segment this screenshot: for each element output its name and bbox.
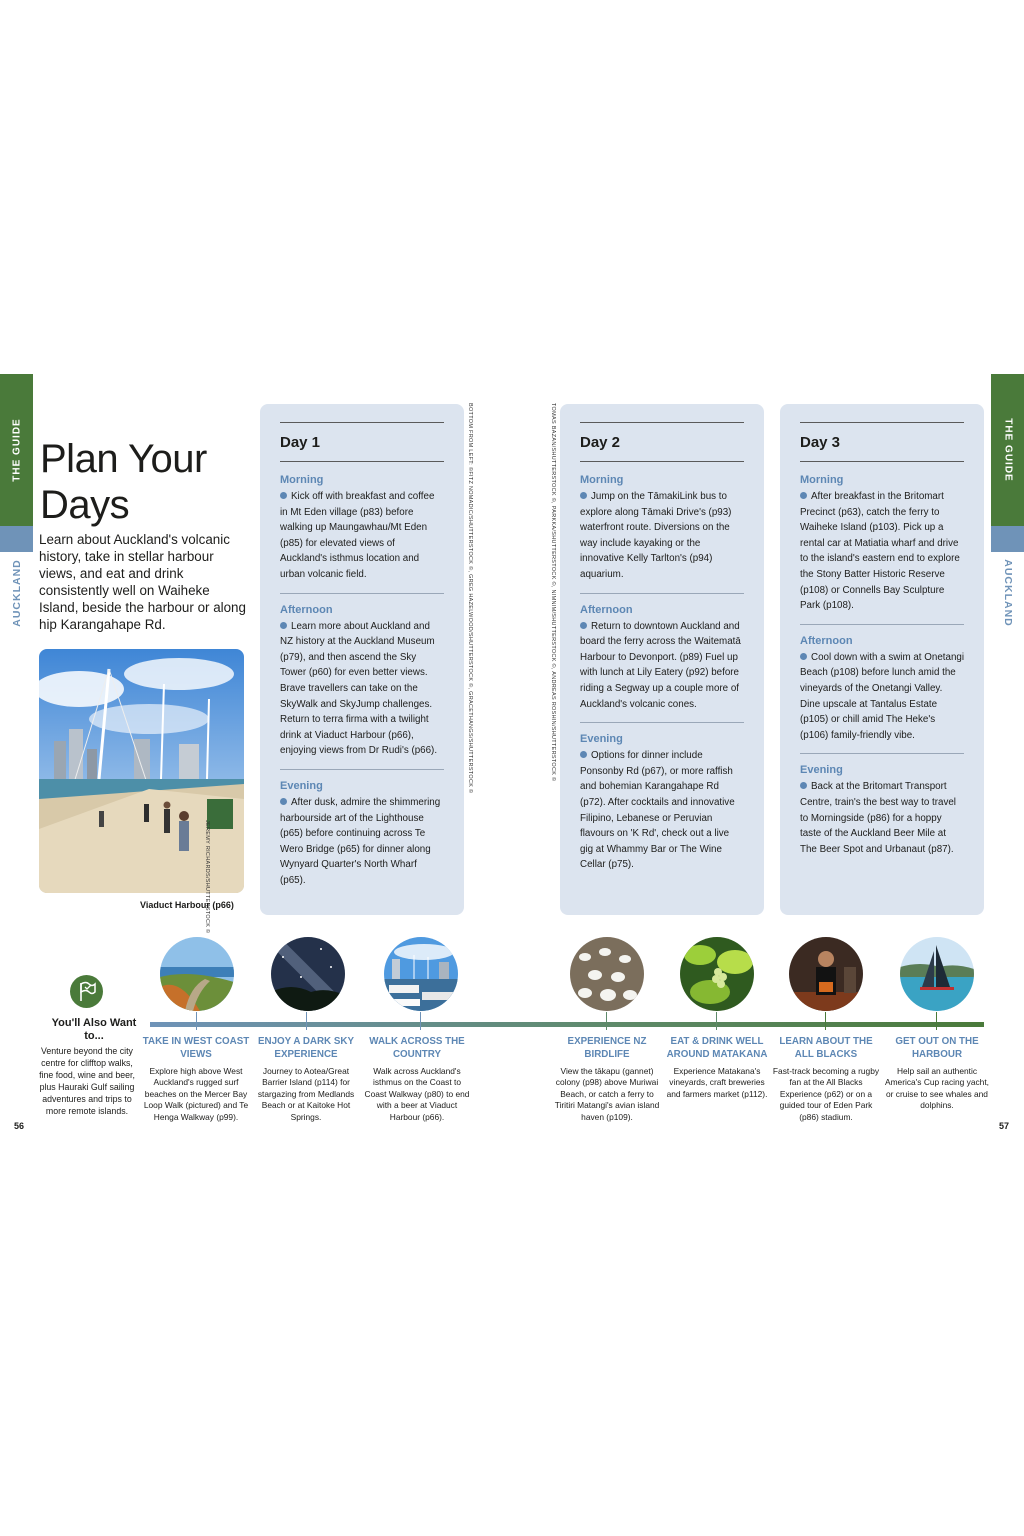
page-number-left: 56 bbox=[14, 1121, 25, 1131]
period-text: Jump on the TāmakiLink bus to explore along Tāmaki Drive's (p93) waterfront route. Diversions on the way include kayaking or the innovative Kelly Tarlton's (p94) aquarium. bbox=[580, 491, 732, 580]
period-text: Back at the Britomart Transport Centre, train's the best way to travel to Morningside (p86) for a hoppy taste of the Auckland Beer Mile at The Beer Spot and Urbanaut (p87). bbox=[800, 781, 956, 855]
page-title bbox=[40, 436, 260, 528]
timeline-item-west-coast bbox=[141, 1035, 251, 1123]
vineyard-photo bbox=[680, 937, 754, 1011]
day-heading: Day 3 bbox=[800, 422, 964, 462]
right-page-credit: TOMAS BAZAN/SHUTTERSTOCK ©, PARKKA/SHUTTERSTOCK ©, NIMNIM/SHUTTERSTOCK ©, ANDREAS ROSHIN/SHUTTERSTOCK © bbox=[550, 403, 556, 782]
timeline-tick bbox=[420, 1012, 421, 1030]
title-line-1: Plan Your bbox=[40, 437, 207, 481]
day-card-2 bbox=[560, 404, 764, 915]
period-label: Evening bbox=[800, 764, 843, 777]
flag-icon bbox=[70, 975, 103, 1008]
period-label: Afternoon bbox=[580, 603, 633, 616]
period-label: Evening bbox=[280, 779, 323, 792]
harbour-walk-photo bbox=[384, 937, 458, 1011]
intro-text: Learn about Auckland's volcanic history, take in stellar harbour views, and eat and drink consistently well on Waiheke Island, beside the harbour or along hip Karangahape Rd. bbox=[39, 532, 246, 632]
period-evening bbox=[280, 780, 444, 899]
bullet-dot bbox=[580, 751, 587, 758]
period-afternoon bbox=[800, 635, 964, 755]
period-morning bbox=[800, 474, 964, 625]
timeline-item-matakana bbox=[662, 1035, 772, 1100]
period-text: Return to downtown Auckland and board the ferry across the Waitematā Harbour to Devonport. (p89) Fuel up with lunch at Lily Eatery (p92) before riding a Segway up a couple more of Auckland's volcanic cones. bbox=[580, 620, 741, 710]
yacht-photo bbox=[900, 937, 974, 1011]
period-label: Morning bbox=[580, 474, 624, 486]
timeline-tick bbox=[936, 1012, 937, 1030]
timeline-tick bbox=[825, 1012, 826, 1030]
timeline-bar bbox=[150, 1022, 984, 1027]
timeline-item-text: Help sail an authentic America's Cup racing yacht, or cruise to see whales and dolphins. bbox=[884, 1066, 989, 1111]
period-evening bbox=[580, 733, 744, 883]
bullet-dot bbox=[280, 622, 287, 629]
timeline-item-text: Experience Matakana's vineyards, craft breweries and farmers market (p112). bbox=[666, 1066, 768, 1099]
day-card-3 bbox=[780, 404, 984, 915]
timeline-tick bbox=[306, 1012, 307, 1030]
guide-tab-left bbox=[0, 374, 33, 526]
guide-tab-label: THE GUIDE bbox=[11, 418, 22, 482]
day-heading: Day 2 bbox=[580, 422, 744, 462]
timeline-tick bbox=[716, 1012, 717, 1030]
region-label-text: AUCKLAND bbox=[10, 559, 23, 627]
timeline-item-title: TAKE IN WEST COAST VIEWS bbox=[142, 1036, 250, 1060]
bullet-dot bbox=[280, 798, 287, 805]
timeline-item-text: Explore high above West Auckland's rugged surf beaches on the Mercer Bay Loop Walk (pictured) and Te Henga Walkway (p99). bbox=[143, 1066, 249, 1122]
gannet-colony-photo bbox=[570, 937, 644, 1011]
period-afternoon bbox=[580, 604, 744, 724]
period-text: Options for dinner include Ponsonby Rd (p67), or more raffish and bohemian Karangahape Rd (p72). After cocktails and innovative Filipino, Lebanese or Peruvian flavours on 'K Rd', check out a live gig at Whammy Bar or The Wine Cellar (p75). bbox=[580, 750, 735, 871]
bullet-dot bbox=[800, 492, 807, 499]
all-blacks-photo bbox=[789, 937, 863, 1011]
timeline-item-text: Journey to Aotea/Great Barrier Island (p114) for stargazing from Medlands Beach or at Kaitoke Hot Springs. bbox=[257, 1066, 355, 1122]
period-label: Evening bbox=[580, 733, 623, 746]
period-morning bbox=[280, 474, 444, 594]
timeline-item-title: WALK ACROSS THE COUNTRY bbox=[369, 1036, 465, 1060]
period-text: After dusk, admire the shimmering harbourside art of the Lighthouse (p65) before continuing across Te Wero Bridge (p65) for dinner along Wynyard Quarter's North Wharf (p65). bbox=[280, 796, 441, 886]
period-afternoon bbox=[280, 604, 444, 770]
title-line-2: Days bbox=[40, 483, 130, 527]
timeline-item-title: ENJOY A DARK SKY EXPERIENCE bbox=[258, 1036, 354, 1060]
region-label-left bbox=[0, 548, 33, 638]
timeline-item-title: EXPERIENCE NZ BIRDLIFE bbox=[567, 1036, 647, 1060]
period-label: Morning bbox=[280, 474, 324, 486]
period-text: Kick off with breakfast and coffee in Mt Eden village (p83) before walking up Maungawhau/Mt Eden (p85) for elevated views of Auckland's isthmus location and urban volcanic field. bbox=[280, 491, 435, 580]
timeline-item-all-blacks bbox=[771, 1035, 881, 1123]
bullet-dot bbox=[800, 653, 807, 660]
timeline-tick bbox=[606, 1012, 607, 1030]
timeline-item-walk-country bbox=[362, 1035, 472, 1123]
bullet-dot bbox=[580, 622, 587, 629]
guide-tab-right bbox=[991, 374, 1024, 526]
period-evening bbox=[800, 764, 964, 867]
bullet-dot bbox=[580, 492, 587, 499]
period-label: Afternoon bbox=[800, 634, 853, 647]
timeline-item-title: EAT & DRINK WELL AROUND MATAKANA bbox=[666, 1036, 768, 1060]
day-card-1 bbox=[260, 404, 464, 915]
bullet-dot bbox=[800, 782, 807, 789]
left-page-credit: BOTTOM FROM LEFT: ©FITZ NOMADIC/SHUTTERSTOCK ©, GREG HAZELWOOD/SHUTTERSTOCK ©, GRACETHANGS/SHUTTERSTOCK © bbox=[467, 403, 473, 794]
also-want-heading: You'll Also Want to... bbox=[51, 1017, 137, 1042]
region-label-right bbox=[991, 548, 1024, 638]
photo-caption: Viaduct Harbour (p66) bbox=[140, 900, 234, 910]
photo-credit: JEREMY RICHARDS/SHUTTERSTOCK © bbox=[204, 820, 210, 934]
period-label: Afternoon bbox=[280, 603, 333, 616]
page-number-right: 57 bbox=[999, 1121, 1010, 1131]
timeline-item-birdlife bbox=[552, 1035, 662, 1123]
guide-tab-label: THE GUIDE bbox=[1002, 418, 1013, 482]
timeline-item-dark-sky bbox=[251, 1035, 361, 1123]
timeline-item-text: Walk across Auckland's isthmus on the Coast to Coast Walkway (p80) to end with a beer at Viaduct Harbour (p66). bbox=[364, 1066, 470, 1122]
viaduct-harbour-photo bbox=[39, 649, 244, 893]
timeline-tick bbox=[196, 1012, 197, 1030]
timeline-item-title: GET OUT ON THE HARBOUR bbox=[895, 1036, 979, 1060]
timeline-item-text: Fast-track becoming a rugby fan at the All Blacks Experience (p62) or on a guided tour of Eden Park (p86) stadium. bbox=[772, 1066, 880, 1122]
dark-sky-photo bbox=[271, 937, 345, 1011]
period-text: Learn more about Auckland and NZ history at the Auckland Museum (p79), and then ascend the Sky Tower (p60) for even better views. Brave travellers can take on the SkyWalk and SkyJump challenges. Return to terra firma with a twilight drink at Viaduct Harbour (p66), enjoying views from Dr Rudi's (p66). bbox=[280, 620, 438, 757]
timeline-item-title: LEARN ABOUT THE ALL BLACKS bbox=[779, 1036, 873, 1060]
period-text: Cool down with a swim at Onetangi Beach (p108) before lunch amid the vineyards of the Onetangi Valley. Dine upscale at Tantalus Estate (p105) or chill amid The Heke's (p106) family-friendly vibe. bbox=[800, 651, 965, 741]
period-label: Morning bbox=[800, 474, 844, 486]
timeline-item-harbour bbox=[882, 1035, 992, 1112]
timeline-item-text: View the tākapu (gannet) colony (p98) above Muriwai Beach, or catch a ferry to Tiritiri Matangi's avian island haven (p109). bbox=[554, 1066, 660, 1122]
west-coast-photo bbox=[160, 937, 234, 1011]
bullet-dot bbox=[280, 492, 287, 499]
day-heading: Day 1 bbox=[280, 422, 444, 462]
also-want-text: Venture beyond the city centre for clifftop walks, fine food, wine and beer, plus Hauraki Gulf sailing adventures and trips to more remote islands. bbox=[39, 1046, 135, 1116]
period-text: After breakfast in the Britomart Precinct (p63), catch the ferry to Waiheke Island (p103). Pick up a rental car at Matiatia wharf and drive to the island's eastern end to explore the Stony Batter Historic Reserve (p108) or Connells Bay Sculpture Park (p108). bbox=[800, 491, 960, 612]
region-label-text: AUCKLAND bbox=[1001, 559, 1014, 627]
period-morning bbox=[580, 474, 744, 594]
